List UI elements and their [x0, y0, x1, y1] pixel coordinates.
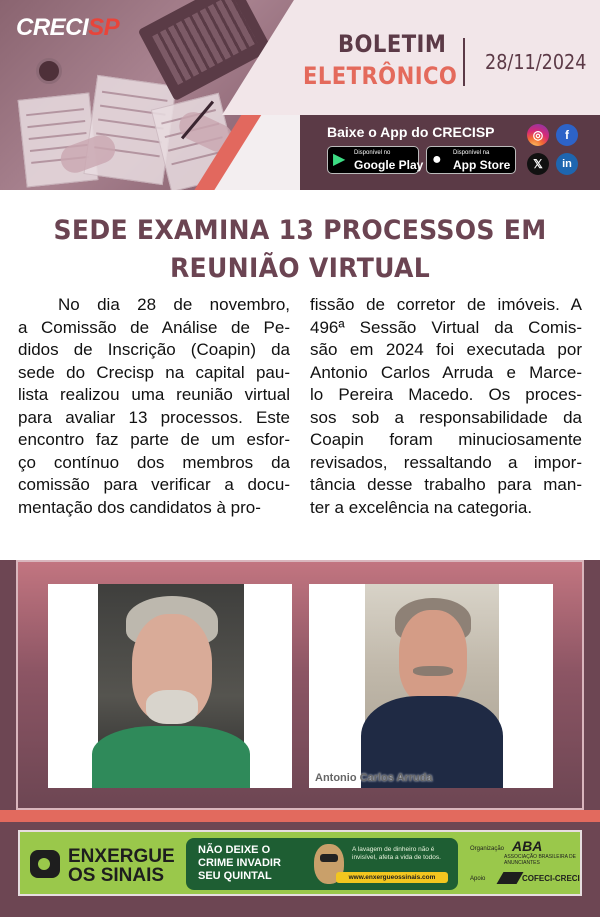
aba-logo: ABA	[512, 838, 543, 854]
person-shirt	[92, 726, 250, 788]
store-small-label: Disponível no	[354, 150, 391, 156]
video-frame	[365, 584, 499, 788]
article-text-line: didos de Inscrição (Coapin) da	[18, 340, 290, 359]
person-beard	[146, 690, 198, 724]
meeting-photo-2	[309, 584, 553, 788]
meeting-photo-1	[48, 584, 292, 788]
bulletin-date: 28/11/2024	[485, 50, 587, 74]
article-column-right	[310, 294, 582, 519]
crime-panel	[186, 838, 458, 890]
article-text-line: ço contínuo dos membros da	[18, 452, 290, 472]
crecisp-logo	[16, 14, 119, 42]
logo-accent: SP	[88, 14, 120, 41]
organizer-label: Organização	[470, 846, 505, 852]
article-text-line: sede do Crecisp na capital pau-	[18, 362, 290, 382]
facebook-icon[interactable]: f	[556, 124, 578, 146]
article-text-line: são em 2024 foi executada por	[310, 340, 582, 359]
article-text-line: encontro faz parte de um esfor-	[18, 430, 290, 449]
bulletin-title-line2: ELETRÔNICO	[303, 62, 458, 90]
article-text-line: tância desse trabalho para man-	[310, 475, 582, 494]
cofeci-logo-mark	[497, 872, 524, 884]
person-mustache	[413, 666, 453, 676]
article-text-line: lista realizou uma reunião virtual	[18, 385, 290, 404]
instagram-icon[interactable]: ◎	[527, 124, 549, 146]
article-headline	[40, 212, 561, 288]
headline-line: SEDE EXAMINA 13 PROCESSOS EM	[53, 215, 547, 246]
article-text-line: lo Pereira Macedo. Os proces-	[310, 385, 582, 404]
eye-icon	[30, 850, 60, 878]
campaign-url[interactable]: www.enxergueossinais.com	[336, 872, 448, 883]
apple-icon: ●	[432, 151, 442, 168]
campaign-small-text: A lavagem de dinheiro não é invisível, afeta a vida de todos.	[352, 846, 441, 861]
article-column-left	[18, 294, 290, 519]
article-text-line: 496ª Sessão Virtual da Comis-	[310, 317, 582, 337]
video-frame	[98, 584, 244, 788]
article-text-line: sos sob a responsabilidade da	[310, 407, 582, 427]
crime-line: NÃO DEIXE O	[198, 844, 271, 856]
cofeci-logo: COFECI-CRECI	[522, 874, 580, 883]
article-text-line: No dia 28 de novembro,	[58, 295, 290, 314]
campaign-title-line1: ENXERGUE	[68, 846, 175, 867]
article-text-line: ter a excelência na categoria.	[310, 497, 533, 517]
google-play-button[interactable]	[327, 146, 424, 174]
linkedin-icon[interactable]: in	[556, 153, 578, 175]
app-store-button[interactable]	[426, 146, 516, 174]
crime-line: CRIME INVADIR	[198, 857, 281, 869]
article-text-line: mentação dos candidatos à pro-	[18, 497, 261, 517]
x-icon[interactable]: 𝕏	[527, 153, 549, 175]
divider	[463, 38, 465, 86]
photo-caption: Antonio Carlos Arruda	[315, 772, 433, 784]
person-face	[399, 610, 467, 704]
article-text-line: Antonio Carlos Arruda e Marce-	[310, 362, 582, 382]
article-text-line: para avaliar 13 processos. Este	[18, 407, 290, 427]
article-text-line: fissão de corretor de imóveis. A	[310, 295, 582, 314]
app-download-prompt: Baixe o App do CRECISP	[327, 124, 495, 140]
headline-line: REUNIÃO VIRTUAL	[169, 253, 431, 284]
article-text-line: comissão para verificar a docu-	[18, 475, 290, 494]
decor-stripe-bottom	[0, 810, 600, 822]
campaign-banner[interactable]	[18, 830, 582, 896]
play-store-icon: ▶	[333, 151, 346, 168]
article-text-line: Coapin foram minuciosamente	[310, 430, 582, 449]
crime-line: SEU QUINTAL	[198, 870, 272, 882]
header	[0, 0, 600, 190]
store-big-label: App Store	[453, 158, 511, 172]
logo-text: CRECI	[16, 14, 89, 41]
article-text-line: revisados, ressaltando a impor-	[310, 452, 582, 472]
store-big-label: Google Play	[354, 158, 424, 172]
support-label: Apoio	[470, 876, 486, 882]
coffee-mug-image	[36, 58, 62, 84]
store-small-label: Disponível na	[453, 150, 490, 156]
aba-logo-sub: ASSOCIAÇÃO BRASILEIRA DE ANUNCIANTES	[504, 854, 576, 866]
article-text-line: a Comissão de Análise de Pe-	[18, 317, 290, 337]
bulletin-title-line1: BOLETIM	[338, 30, 447, 58]
campaign-title-line2: OS SINAIS	[68, 865, 165, 886]
